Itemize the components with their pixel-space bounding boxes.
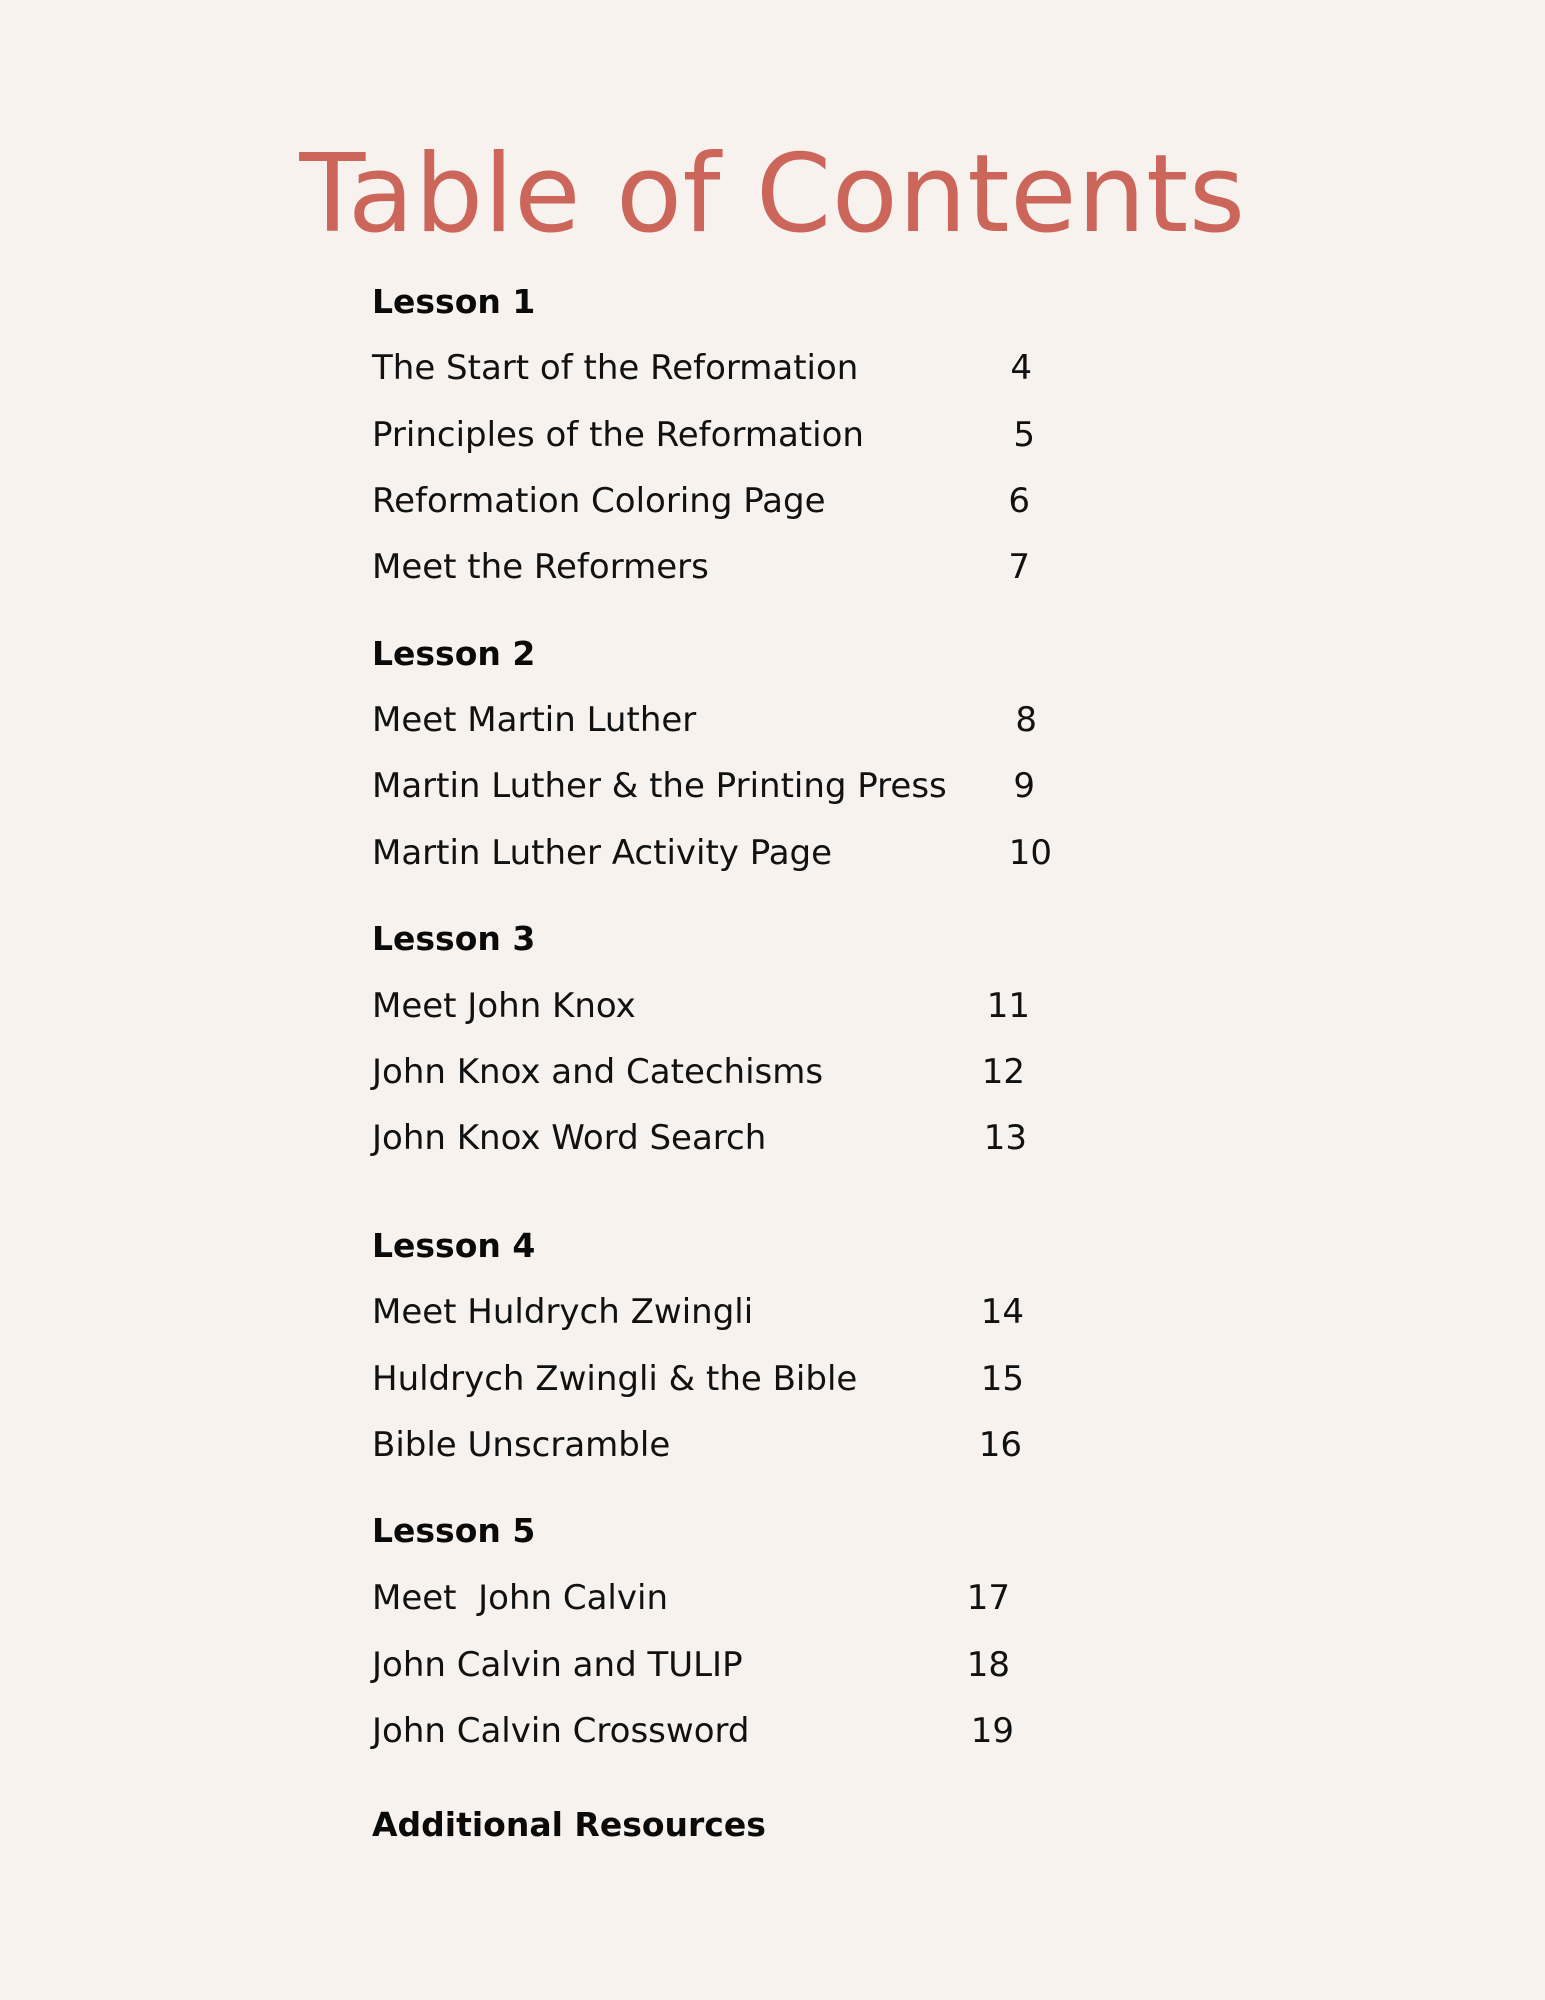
- lesson-4-heading: Lesson 4: [372, 1226, 536, 1265]
- toc-entry-title: John Calvin Crossword: [372, 1711, 750, 1751]
- toc-entry-title: Bible Unscramble: [372, 1425, 671, 1465]
- toc-entry[interactable]: [372, 1050, 1172, 1094]
- lesson-5-heading: Lesson 5: [372, 1511, 536, 1550]
- toc-entry[interactable]: [372, 346, 1172, 390]
- lesson-1-heading: Lesson 1: [372, 282, 536, 321]
- toc-entry[interactable]: [372, 1116, 1172, 1160]
- toc-entry-title: John Calvin and TULIP: [372, 1645, 743, 1685]
- toc-entry-title: Principles of the Reformation: [372, 415, 864, 455]
- toc-entry-page: 11: [986, 986, 1030, 1026]
- toc-entry-page: 9: [1013, 766, 1035, 806]
- toc-entry-page: 4: [1010, 348, 1032, 388]
- toc-entry-title: Meet the Reformers: [372, 547, 709, 587]
- toc-entry-page: 18: [966, 1645, 1010, 1685]
- toc-entry-page: 16: [978, 1425, 1022, 1465]
- additional-resources-heading[interactable]: Additional Resources: [372, 1805, 766, 1844]
- toc-entry[interactable]: [372, 1576, 1172, 1620]
- toc-entry[interactable]: [372, 764, 1172, 808]
- toc-entry-title: Martin Luther Activity Page: [372, 833, 833, 873]
- toc-entry-title: Meet Martin Luther: [372, 700, 697, 740]
- page-title: Table of Contents: [299, 132, 1246, 257]
- toc-entry-page: 12: [981, 1052, 1025, 1092]
- toc-entry[interactable]: [372, 1290, 1172, 1334]
- toc-entry-title: Martin Luther & the Printing Press: [372, 766, 947, 806]
- toc-entry-title: John Knox Word Search: [372, 1118, 767, 1158]
- toc-entry[interactable]: [372, 413, 1172, 457]
- toc-entry-title: Meet John Calvin: [372, 1578, 668, 1618]
- toc-entry-page: 15: [980, 1359, 1024, 1399]
- lesson-2-heading: Lesson 2: [372, 634, 536, 673]
- toc-entry-title: Meet Huldrych Zwingli: [372, 1292, 754, 1332]
- toc-entry[interactable]: [372, 984, 1172, 1028]
- toc-entry-title: Meet John Knox: [372, 986, 636, 1026]
- toc-entry-page: 5: [1013, 415, 1035, 455]
- toc-entry-title: Huldrych Zwingli & the Bible: [372, 1359, 858, 1399]
- toc-entry[interactable]: [372, 545, 1172, 589]
- toc-entry-page: 7: [1008, 547, 1030, 587]
- toc-entry[interactable]: [372, 1643, 1172, 1687]
- toc-entry-page: 6: [1008, 481, 1030, 521]
- toc-entry-title: John Knox and Catechisms: [372, 1052, 824, 1092]
- toc-entry-title: The Start of the Reformation: [372, 348, 859, 388]
- toc-entry[interactable]: [372, 1357, 1172, 1401]
- toc-entry[interactable]: [372, 698, 1172, 742]
- table-of-contents: [372, 0, 1172, 2000]
- toc-entry-page: 19: [970, 1711, 1014, 1751]
- toc-entry-page: 8: [1015, 700, 1037, 740]
- toc-entry-title: Reformation Coloring Page: [372, 481, 826, 521]
- toc-entry-page: 14: [980, 1292, 1024, 1332]
- lesson-3-heading: Lesson 3: [372, 919, 536, 958]
- toc-entry-page: 17: [966, 1578, 1010, 1618]
- toc-entry[interactable]: [372, 1709, 1172, 1753]
- toc-entry-page: 10: [1008, 833, 1052, 873]
- toc-entry[interactable]: [372, 831, 1172, 875]
- toc-entry-page: 13: [983, 1118, 1027, 1158]
- toc-entry[interactable]: [372, 1423, 1172, 1467]
- toc-entry[interactable]: [372, 479, 1172, 523]
